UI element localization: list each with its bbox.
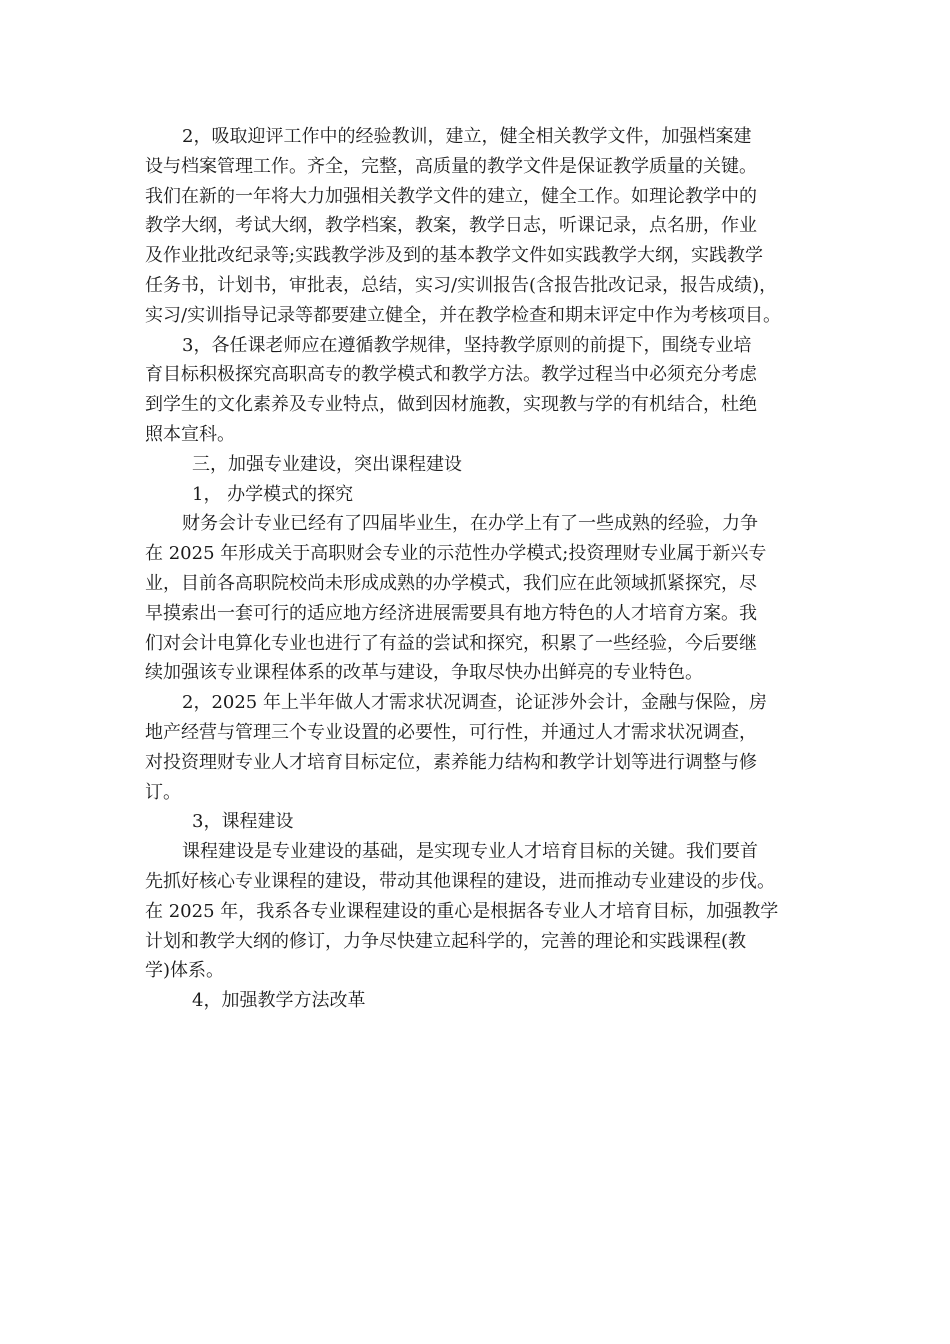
paragraph-line: 实习/实训指导记录等都要建立健全，并在教学检查和期末评定中作为考核项目。 — [145, 304, 782, 326]
paragraph-line: 在 2025 年，我系各专业课程建设的重心是根据各专业人才培育目标，加强教学 — [145, 900, 779, 922]
paragraph-line: 计划和教学大纲的修订，力争尽快建立起科学的，完善的理论和实践课程(教 — [145, 930, 747, 952]
paragraph-line: 续加强该专业课程体系的改革与建设，争取尽快办出鲜亮的专业特色。 — [145, 662, 703, 684]
paragraph-line: 业，目前各高职院校尚未形成成熟的办学模式，我们应在此领域抓紧探究，尽 — [145, 572, 757, 594]
paragraph-line: 订。 — [145, 781, 181, 803]
document-body — [145, 122, 817, 1016]
paragraph-line: 地产经营与管理三个专业设置的必要性，可行性，并通过人才需求状况调查， — [145, 721, 757, 743]
paragraph-line: 在 2025 年形成关于高职财会专业的示范性办学模式;投资理财专业属于新兴专 — [145, 543, 767, 565]
paragraph-line: 3，各任课老师应在遵循教学规律，坚持教学原则的前提下，围绕专业培 — [182, 334, 752, 356]
paragraph-line: 任务书，计划书，审批表，总结，实习/实训报告(含报告批改记录，报告成绩)， — [145, 274, 778, 296]
paragraph-line: 我们在新的一年将大力加强相关教学文件的建立，健全工作。如理论教学中的 — [145, 185, 757, 207]
paragraph-line: 课程建设是专业建设的基础，是实现专业人才培育目标的关键。我们要首 — [182, 841, 758, 863]
paragraph-line: 2，2025 年上半年做人才需求状况调查，论证涉外会计，金融与保险，房 — [182, 692, 767, 714]
section-heading-line: 4，加强教学方法改革 — [192, 990, 366, 1012]
section-heading-line: 3，课程建设 — [192, 811, 294, 833]
paragraph-line: 2，吸取迎评工作中的经验教训，建立，健全相关教学文件，加强档案建 — [182, 126, 752, 147]
paragraph-line: 设与档案管理工作。齐全，完整，高质量的教学文件是保证教学质量的关键。 — [145, 155, 757, 177]
paragraph-line: 们对会计电算化专业也进行了有益的尝试和探究，积累了一些经验，今后要继 — [145, 632, 757, 654]
paragraph-line: 先抓好核心专业课程的建设，带动其他课程的建设，进而推动专业建设的步伐。 — [145, 870, 775, 892]
paragraph-line: 对投资理财专业人才培育目标定位，素养能力结构和教学计划等进行调整与修 — [145, 751, 757, 773]
paragraph-line: 照本宣科。 — [145, 423, 235, 445]
section-heading-line: 1， 办学模式的探究 — [192, 483, 354, 505]
paragraph-line: 学)体系。 — [145, 960, 225, 982]
paragraph-line: 教学大纲，考试大纲，教学档案，教案，教学日志，听课记录，点名册，作业 — [145, 215, 757, 237]
paragraph-line: 财务会计专业已经有了四届毕业生，在办学上有了一些成熟的经验，力争 — [182, 513, 758, 535]
paragraph-line: 早摸索出一套可行的适应地方经济进展需要具有地方特色的人才培育方案。我 — [145, 602, 757, 624]
paragraph-line: 育目标积极探究高职高专的教学模式和教学方法。教学过程当中必须充分考虑 — [145, 364, 757, 386]
paragraph-line: 及作业批改纪录等;实践教学涉及到的基本教学文件如实践教学大纲，实践教学 — [145, 245, 764, 267]
section-heading-line: 三，加强专业建设，突出课程建设 — [192, 453, 462, 475]
paragraph-line: 到学生的文化素养及专业特点，做到因材施教，实现教与学的有机结合，杜绝 — [145, 394, 757, 416]
